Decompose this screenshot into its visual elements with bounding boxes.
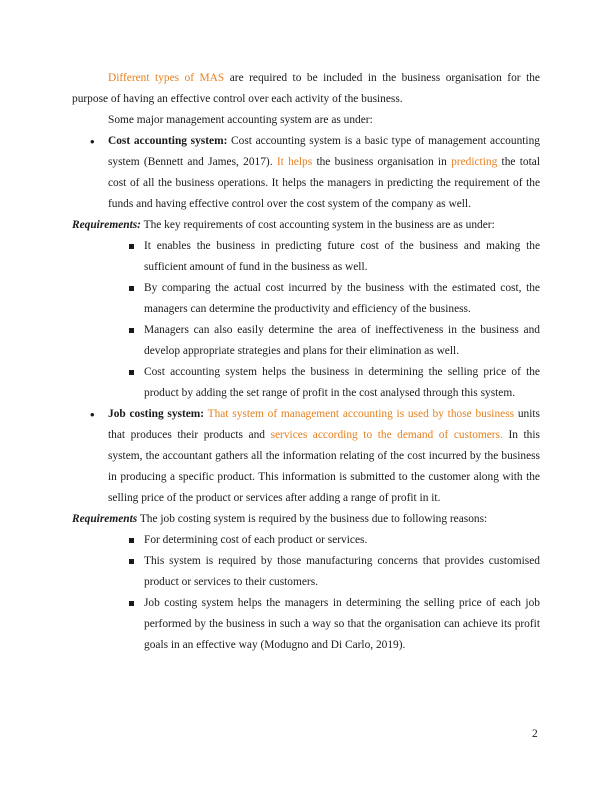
job-costing-item — [72, 404, 540, 509]
page-content — [72, 68, 540, 656]
cost-accounting-text-2: the business organisation in — [312, 156, 452, 168]
job-costing-text-2: In this system, the accountant gathers all the information relating of the cost incurred by the business in producing a specific product. This information is submitted to the customer along with the selling price of the product or services after adding a range of profit in it. — [108, 429, 540, 504]
list-item — [72, 530, 540, 551]
job-costing-highlight-2: services according to the demand of customers. — [270, 429, 503, 441]
job-costing-text-1: units that produces their products and — [108, 408, 540, 441]
square-bullet-icon — [129, 601, 134, 606]
square-bullet-icon — [129, 328, 134, 333]
cost-accounting-text-1: Cost accounting system is a basic type of management accounting system (Bennett and James, 2017). — [108, 135, 540, 168]
lead-paragraph: Some major management accounting system are as under: — [108, 114, 373, 126]
cost-accounting-text-3: the total cost of all the business operations. It helps the managers in predicting the requirement of the funds and having effective control over the cost system of the company as well. — [108, 156, 540, 210]
cost-requirements-list — [72, 236, 540, 404]
cost-requirements-text: The key requirements of cost accounting system in the business are as under: — [140, 219, 495, 231]
job-requirements-label: Requirements — [72, 513, 138, 525]
job-requirements-text: The job costing system is required by the business due to following reasons: — [137, 513, 488, 525]
cost-accounting-highlight-1: It helps — [276, 156, 313, 168]
list-item-text: Managers can also easily determine the area of ineffectiveness in the business and develop appropriate strategies and plans for their elimination as well. — [144, 324, 540, 357]
systems-list-job — [72, 404, 540, 509]
job-costing-title: Job costing system: — [108, 408, 205, 420]
list-item-text: It enables the business in predicting future cost of the business and making the sufficient amount of fund in the business as well. — [144, 240, 540, 273]
list-item — [72, 320, 540, 362]
list-item — [72, 278, 540, 320]
systems-list-cost — [72, 131, 540, 215]
square-bullet-icon — [129, 244, 134, 249]
bullet-icon: • — [90, 407, 95, 422]
job-requirements-heading — [72, 509, 540, 530]
list-item — [72, 236, 540, 278]
bullet-icon: • — [90, 134, 95, 149]
list-item — [72, 362, 540, 404]
intro-highlight: Different types of MAS — [108, 72, 225, 84]
square-bullet-icon — [129, 286, 134, 291]
list-item — [72, 551, 540, 593]
square-bullet-icon — [129, 559, 134, 564]
intro-paragraph — [72, 68, 540, 110]
cost-requirements-label: Requirements: — [72, 219, 141, 231]
job-requirements-list — [72, 530, 540, 656]
square-bullet-icon — [129, 370, 134, 375]
list-item-text: Job costing system helps the managers in determining the selling price of each job performed by the business in such a way so that the organisation can achieve its profit goals in an effective way (Modugno and Di Carlo, 2019). — [144, 597, 540, 651]
square-bullet-icon — [129, 538, 134, 543]
intro-text: are required to be included in the business organisation for the purpose of having an effective control over each activity of the business. — [72, 72, 540, 105]
job-costing-highlight-1: That system of management accounting is used by those business — [204, 408, 515, 420]
cost-requirements-heading — [72, 215, 540, 236]
list-item-text: This system is required by those manufacturing concerns that provides customised product or services to their customers. — [144, 555, 540, 588]
list-item — [72, 593, 540, 656]
cost-accounting-highlight-2: predicting — [451, 156, 498, 168]
cost-accounting-title: Cost accounting system: — [108, 135, 228, 147]
page-number: 2 — [532, 728, 538, 740]
cost-accounting-item — [72, 131, 540, 215]
list-item-text: Cost accounting system helps the business in determining the selling price of the product by adding the set range of profit in the cost analysed through this system. — [144, 366, 540, 399]
list-item-text: By comparing the actual cost incurred by the business with the estimated cost, the managers can determine the productivity and efficiency of the business. — [144, 282, 540, 315]
list-item-text: For determining cost of each product or services. — [144, 534, 368, 546]
